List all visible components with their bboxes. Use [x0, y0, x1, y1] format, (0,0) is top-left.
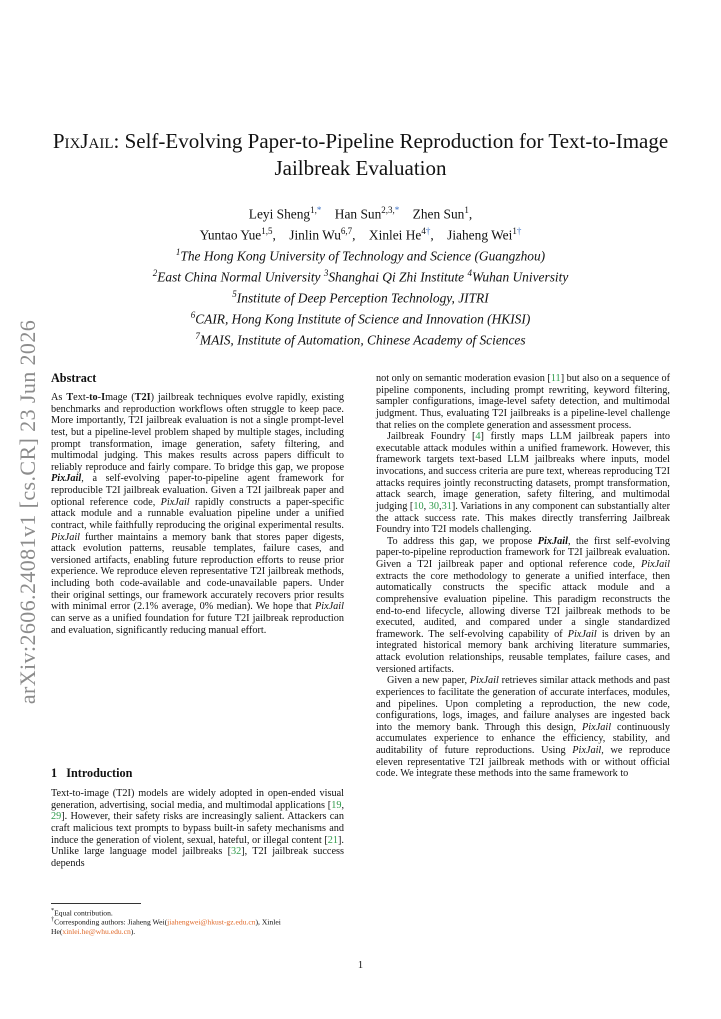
affiliation-5: $^5$Institute of Deep Perception Technology, JITRI — [232, 289, 489, 306]
citation-link[interactable]: 19 — [331, 799, 342, 811]
equal-contribution-mark[interactable]: * — [394, 205, 400, 215]
email-link[interactable]: xinlei.he@whu.edu.cn — [62, 926, 131, 936]
corresponding-author-mark[interactable]: † — [425, 226, 431, 237]
citation-link[interactable]: 32 — [231, 846, 242, 858]
paper-title — [40, 128, 681, 182]
abstract-body — [51, 392, 344, 636]
equal-contribution-mark[interactable]: * — [316, 205, 322, 215]
citation-link[interactable]: 31 — [441, 500, 452, 512]
author-line-2: Yuntao Yue$^{1,5}$, Jinlin Wu$^{6,7}$, Xinlei $He^{4\dagger}$, Jiaheng Wei$^{1\dagger}$ — [199, 226, 522, 243]
title-line-2: Jailbreak Evaluation — [274, 156, 447, 180]
affiliation-2-3-4: $^2$East China Normal University $^3$Shanghai Qi Zhi Institute $^4$Wuhan University — [152, 268, 569, 285]
affiliation-7: $^7$MAIS, Institute of Automation, Chinese Academy of Sciences — [195, 331, 526, 348]
citation-link[interactable]: 30 — [428, 500, 440, 512]
footnote-equal-contribution: *Equal contribution. — [51, 907, 113, 918]
email-link[interactable]: jiahengwei@hkust-gz.edu.cn — [167, 917, 256, 927]
abstract-heading: Abstract — [51, 371, 97, 385]
author-line-1: Leyi Sheng$^{1,*}$ Han Sun$^{2,3,*}$ Zhen Sun$^1$, — [248, 205, 473, 222]
right-paragraph-2: Jailbreak Foundry [4] firstly maps LLM jailbreak papers into executable attack modules within a unified framework. However, this framework targets text-based LLM jailbreaks where inputs, model invocations, and success criteria are pure text, whereas reproducing T2I attacks requires jointly reconstructing datasets, prompt transformation, attack search, image generation, safety filtering, and multimodal judging [10, 30,31]. Variations in any component can substantially alter the attack success rate. This makes directly transferring Jailbreak Foundry into T2I models challenging. — [376, 431, 670, 536]
right-paragraph-4: Given a new paper, PixJail retrieves similar attack methods and past experiences to facilitate the generation of accurate interfaces, modules, and pipelines. Upon completing a reproduction, the new code, configurations, logs, images, and failure analyses are ingested back into the memory bank. Through this design, PixJail continuously accumulates experience to enhance the efficiency, stability, and auditability of future reproductions. Using PixJail, we reproduce eleven representative T2I jailbreak methods with or without official code. We integrate these methods into the same framework to — [376, 675, 671, 780]
title-line-1: PixJail: Self-Evolving Paper-to-Pipeline Reproduction for Text-to-Image — [52, 129, 669, 153]
page-number: 1 — [357, 960, 364, 971]
footnote-corresponding: †Corresponding authors: Jiaheng Wei(jiahengwei@hkust-gz.edu.cn), Xinlei He(xinlei.he@whu.edu.cn). — [51, 916, 281, 936]
intro-paragraph: Text-to-image (T2I) models are widely adopted in open-ended visual generation, advertising, social media, and multimodal applications [19, 29]. However, their safety risks are increasingly salient. Attackers can craft malicious text prompts to bypass built-in safety mechanisms and induce the generation of violent, sexual, hateful, or illegal content [21]. Unlike large language model jailbreaks [32], T2I jailbreak success depends — [51, 788, 344, 869]
right-paragraph-3: To address this gap, we propose PixJail, the first self-evolving paper-to-pipeline reproduction framework for T2I jailbreak evaluation. Given a T2I jailbreak paper and optional reference code, PixJail extracts the core methodology to generate a unified interface, then automatically constructs the specific attack module and a comprehensive evaluation pipeline. This paradigm reconstructs the end-to-end lifecycle, allowing diverse T2I jailbreak methods to be executed, audited, and compared under a single standardized framework. The self-evolving capability of PixJail is driven by an integrated historical memory bank archiving literature summaries, attack evolution relationships, reusable templates, failure cases, and versioned artifacts. — [376, 535, 670, 675]
right-paragraph-1: not only on semantic moderation evasion [11] but also on a sequence of pipeline components, including prompt rewriting, keyword filtering, sampler configurations, image-level safety detection, and multimodal judgment. Thus, evaluating T2I jailbreaks is a pipeline-level challenge that relies on the complete generation and assessment process. — [376, 373, 671, 431]
abstract-paragraph: As Text-to-Image (T2I) jailbreak techniques evolve rapidly, existing benchmarks and reproduction workflows often struggle to keep pace. More importantly, T2I jailbreak evaluation is not a single prompt-level test, but a pipeline-level problem shaped by multiple stages, including prompt transformation, image generation, safety filtering, and multimodal judging. This makes results across papers difficult to reliably reproduce and fairly compare. To bridge this gap, we propose PixJail, a self-evolving paper-to-pipeline agent framework for reproducible T2I jailbreak evaluation. Given a T2I jailbreak paper and optional reference code, PixJail rapidly constructs a paper-specific attack module and a runnable evaluation pipeline under a unified contract, while faithfully reproducing the original experimental results. PixJail further maintains a memory bank that stores paper digests, attack evolution patterns, reusable templates, failure cases, and versioned artifacts, enabling future reproduction efforts to reuse prior experience. We reproduce eleven representative T2I jailbreak methods, including both code-available and code-unavailable papers. Under their original settings, our framework accurately recovers prior results with minimal error (2.1% average, 0% median). We hope that PixJail can serve as a unified foundation for future T2I jailbreak reproduction and evaluation, significantly reducing manual effort. — [51, 392, 344, 636]
affiliation-6: $^6$CAIR, Hong Kong Institute of Science and Innovation (HKISI) — [190, 310, 531, 327]
citation-link[interactable]: 29 — [51, 811, 62, 823]
footnote-rule — [51, 903, 141, 904]
introduction-heading: 1 Introduction — [51, 766, 133, 780]
title-system-name: PixJail — [52, 129, 114, 153]
citation-link[interactable]: 21 — [327, 834, 339, 846]
introduction-body — [51, 788, 344, 869]
citation-link[interactable]: 4 — [475, 431, 481, 443]
right-column-body — [376, 373, 670, 780]
affiliation-1: $^1$The Hong Kong University of Technology and Science (Guangzhou) — [175, 247, 546, 264]
arxiv-identifier[interactable]: arXiv:2606.24081v1 [cs.CR] 23 Jun 2026 — [15, 319, 40, 705]
author-block — [40, 202, 681, 349]
citation-link[interactable]: 10 — [413, 500, 424, 512]
citation-link[interactable]: 11 — [550, 373, 561, 384]
corresponding-author-mark[interactable]: † — [516, 226, 522, 237]
